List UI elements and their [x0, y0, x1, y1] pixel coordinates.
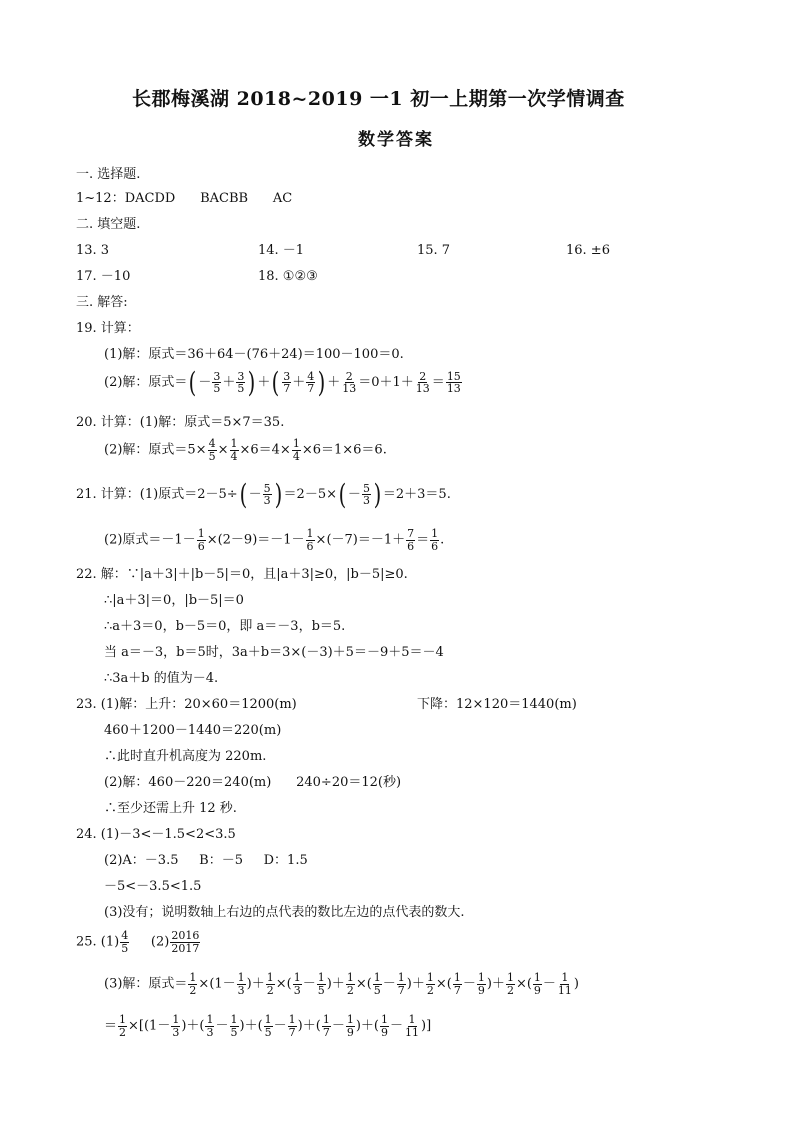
q22-line3: ∴a＋3＝0，b－5＝0，即 a＝－3，b＝5. [104, 619, 346, 634]
choice-answers: 1~12：DACDD BACBB AC [76, 191, 293, 206]
page-title: 长郡梅溪湖 2018~2019 一1 初一上期第一次学情调查 [132, 88, 625, 110]
q22-line5: ∴3a＋b 的值为－4. [104, 671, 219, 686]
q22-line1: 22. 解：∵|a＋3|＋|b－5|＝0，且|a＋3|≥0，|b－5|≥0. [76, 567, 408, 582]
q21-part1: 21. 计算：(1)原式＝2－5÷( － $\frac{5}{3}$ ) ＝2－5×( － $\frac{5}{3}$ ) ＝2＋3＝5. [76, 478, 451, 511]
q22-line4: 当 a＝－3，b＝5时，3a＋b＝3×(－3)＋5＝－9＋5＝－4 [104, 645, 444, 660]
q23-line2: 460＋1200－1440＝220(m) [104, 723, 282, 738]
q24-line1: 24. (1)－3<－1.5<2<3.5 [76, 827, 236, 842]
q20-part1: 20. 计算：(1)解：原式＝5×7＝35. [76, 415, 285, 430]
q19-part1: (1)解：原式＝36＋64－(76＋24)＝100－100＝0. [104, 347, 404, 362]
q24-line3: －5<－3.5<1.5 [104, 879, 202, 894]
fill-answer-13: 13. 3 [76, 243, 110, 258]
section-solve-heading: 三. 解答: [76, 295, 128, 310]
q22-line2: ∴|a＋3|＝0，|b－5|＝0 [104, 593, 244, 608]
q24-line4: (3)没有；说明数轴上右边的点代表的数比左边的点代表的数大. [104, 905, 465, 920]
q23-line1-descent: 下降：12×120＝1440(m) [417, 697, 577, 712]
q23-line1: 23. (1)解：上升：20×60＝1200(m) [76, 697, 297, 712]
q19-heading: 19. 计算： [76, 321, 140, 336]
q25-line1: 25. (1) $\frac{4}{5}$ (2) $\frac{2016}{2017}$ [76, 929, 200, 955]
q25-part3: (3)解：原式＝ $\frac{1}{2}$ ×(1－ $\frac{1}{3}$ )＋ $\frac{1}{2}$ ×( $\frac{1}{3}$ － $\frac{1}{5}$ )＋ $\frac{1}{2}$ ×( $\frac{1}{5}$ － $\frac{1}{7}$ )＋ $\frac{1}{2}$ ×( $\frac{1}{7}$ － $\frac{1}{9}$ )＋ $\frac{1}{2}$ ×( $\frac{1}{9}$ － $\frac{1}{11}$ ) [104, 971, 579, 997]
section-choice-heading: 一. 选择题. [76, 167, 141, 182]
q19-part2: (2)解：原式＝( － $\frac{3}{5}$ ＋ $\frac{3}{5}$ ) ＋( $\frac{3}{7}$ ＋ $\frac{4}{7}$ ) ＋ $\frac{2}{13}$ ＝0＋1＋ $\frac{2}{13}$ ＝ $\frac{15}{13}$ [104, 366, 461, 399]
fill-answer-18: 18. ①②③ [258, 269, 318, 284]
page-subtitle: 数学答案 [358, 130, 434, 150]
q24-line2: (2)A：－3.5 B：－5 D：1.5 [104, 853, 308, 868]
q25-part4: ＝ $\frac{1}{2}$ ×[(1－ $\frac{1}{3}$ )＋( $\frac{1}{3}$ － $\frac{1}{5}$ )＋( $\frac{1}{5}$ － $\frac{1}{7}$ )＋( $\frac{1}{7}$ － $\frac{1}{9}$ )＋( $\frac{1}{9}$ － $\frac{1}{11}$ )] [104, 1013, 432, 1039]
q23-line3: ∴此时直升机高度为 220m. [104, 749, 267, 764]
q20-part2: (2)解：原式＝5× $\frac{4}{5}$ × $\frac{1}{4}$ ×6＝4× $\frac{1}{4}$ ×6＝1×6＝6. [104, 437, 387, 463]
fill-answer-16: 16. ±6 [566, 243, 610, 258]
q21-part2: (2)原式＝－1－ $\frac{1}{6}$ ×(2－9)＝－1－ $\frac{1}{6}$ ×(－7)＝－1＋ $\frac{7}{6}$ ＝ $\frac{1}{6}$ . [104, 527, 445, 553]
fill-answer-14: 14. －1 [258, 243, 305, 258]
section-fill-heading: 二. 填空题. [76, 217, 141, 232]
fill-answer-15: 15. 7 [417, 243, 451, 258]
fill-answer-17: 17. －10 [76, 269, 131, 284]
q23-line5: ∴至少还需上升 12 秒. [104, 801, 237, 816]
q23-line4: (2)解：460－220＝240(m) 240÷20＝12(秒) [104, 775, 402, 790]
